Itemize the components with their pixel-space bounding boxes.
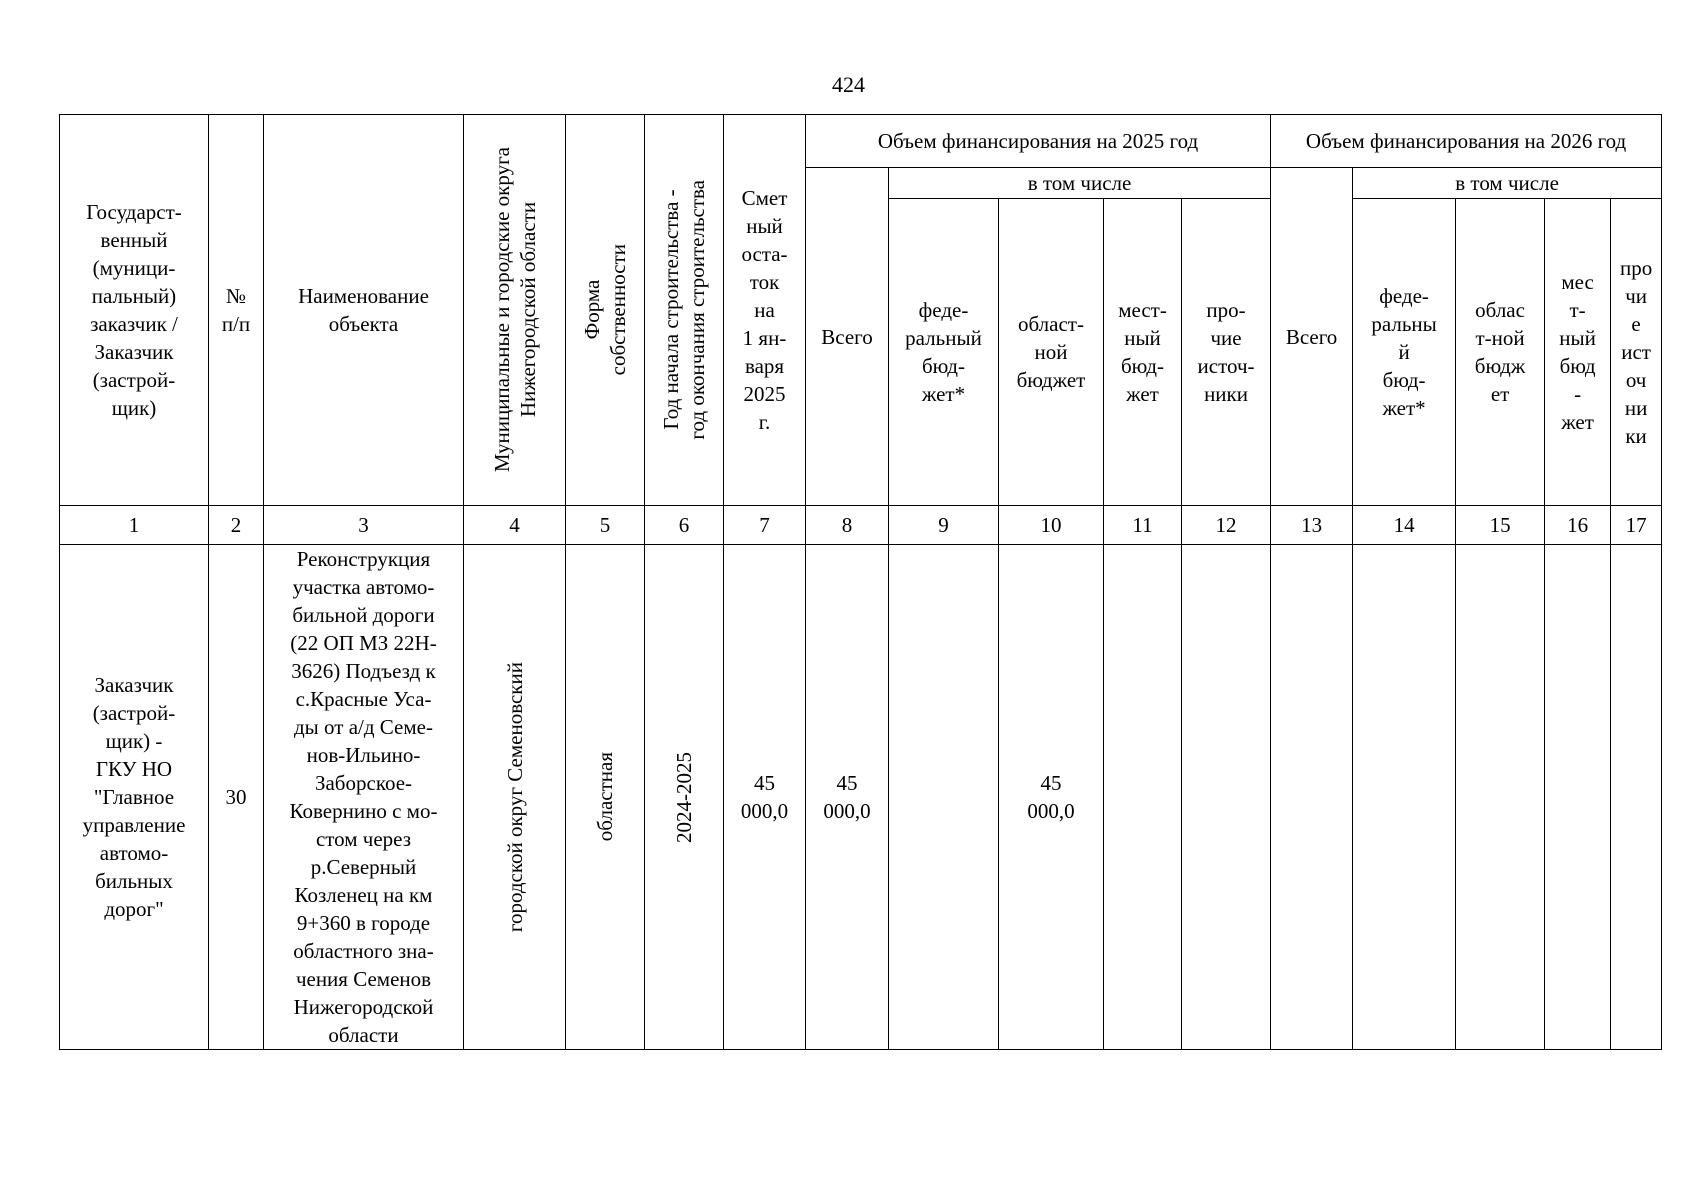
column-number: 9	[889, 506, 999, 545]
table-row	[60, 545, 1662, 1050]
row-other-2025	[1182, 545, 1271, 1050]
row-number: 30	[209, 545, 264, 1050]
column-number: 10	[999, 506, 1104, 545]
page-number: 424	[832, 72, 865, 97]
row-regional-2025: 45 000,0	[999, 545, 1104, 1050]
header-municipality	[464, 115, 566, 506]
column-number: 13	[1271, 506, 1353, 545]
row-regional-2026	[1456, 545, 1545, 1050]
row-other-2026	[1611, 545, 1662, 1050]
column-number: 12	[1182, 506, 1271, 545]
column-number: 11	[1104, 506, 1182, 545]
column-number: 4	[464, 506, 566, 545]
column-number: 7	[724, 506, 806, 545]
column-number: 15	[1456, 506, 1545, 545]
header-number: № п/п	[209, 115, 264, 506]
row-local-2025	[1104, 545, 1182, 1050]
header-local-2025: мест- ный бюд- жет	[1104, 199, 1182, 506]
row-federal-2025	[889, 545, 999, 1050]
header-years-text: Год начала строительства - год окончания строительства	[659, 180, 709, 440]
column-number: 17	[1611, 506, 1662, 545]
column-number: 1	[60, 506, 209, 545]
row-total-2026	[1271, 545, 1353, 1050]
row-customer: Заказчик (застрой- щик) - ГКУ НО "Главное управление автомо- бильных дорог"	[60, 545, 209, 1050]
financing-table	[59, 114, 1662, 1050]
column-numbers-row	[60, 506, 1662, 545]
row-estimate: 45 000,0	[724, 545, 806, 1050]
header-ownership-text: Форма собственности	[580, 244, 630, 376]
header-group-2026: Объем финансирования на 2026 год	[1271, 115, 1662, 168]
column-number: 14	[1353, 506, 1456, 545]
header-total-2026: Всего	[1271, 168, 1353, 506]
header-municipality-text: Муниципальные и городские округа Нижегородской области	[489, 147, 540, 473]
row-object-name: Реконструкция участка автомо- бильной дороги (22 ОП МЗ 22Н- 3626) Подъезд к с.Красные Уса- ды от а/д Семе- нов-Ильино- Заборское- Ковернино с мо- стом через р.Северный Козленец на км 9+360 в городе областного зна- чения Семенов Нижегородской области	[264, 545, 464, 1050]
header-total-2025: Всего	[806, 168, 889, 506]
header-group-2025: Объем финансирования на 2025 год	[806, 115, 1271, 168]
row-municipality	[464, 545, 566, 1050]
row-municipality-text: городской округ Семеновский	[502, 661, 527, 933]
column-number: 3	[264, 506, 464, 545]
row-federal-2026	[1353, 545, 1456, 1050]
header-object-name: Наименование объекта	[264, 115, 464, 506]
header-customer: Государст- венный (муници- пальный) заказчик / Заказчик (застрой- щик)	[60, 115, 209, 506]
column-number: 5	[566, 506, 645, 545]
header-local-2026: мес т- ный бюд - жет	[1545, 199, 1611, 506]
column-number: 6	[645, 506, 724, 545]
row-local-2026	[1545, 545, 1611, 1050]
header-other-2026: про чи е ист оч ни ки	[1611, 199, 1662, 506]
row-years-text: 2024-2025	[672, 751, 696, 843]
row-ownership	[566, 545, 645, 1050]
row-total-2025: 45 000,0	[806, 545, 889, 1050]
row-years	[645, 545, 724, 1050]
header-incl-2025: в том числе	[889, 168, 1271, 199]
header-incl-2026: в том числе	[1353, 168, 1662, 199]
header-federal-2026: феде- ральны й бюд- жет*	[1353, 199, 1456, 506]
header-federal-2025: феде- ральный бюд- жет*	[889, 199, 999, 506]
header-regional-2025: област- ной бюджет	[999, 199, 1104, 506]
column-number: 2	[209, 506, 264, 545]
header-row-1	[60, 115, 1662, 168]
header-other-2025: про- чие источ- ники	[1182, 199, 1271, 506]
column-number: 8	[806, 506, 889, 545]
row-ownership-text: областная	[593, 752, 617, 842]
header-estimate: Смет ный оста- ток на 1 ян- варя 2025 г.	[724, 115, 806, 506]
header-years	[645, 115, 724, 506]
header-ownership	[566, 115, 645, 506]
column-number: 16	[1545, 506, 1611, 545]
header-regional-2026: облас т-ной бюдж ет	[1456, 199, 1545, 506]
